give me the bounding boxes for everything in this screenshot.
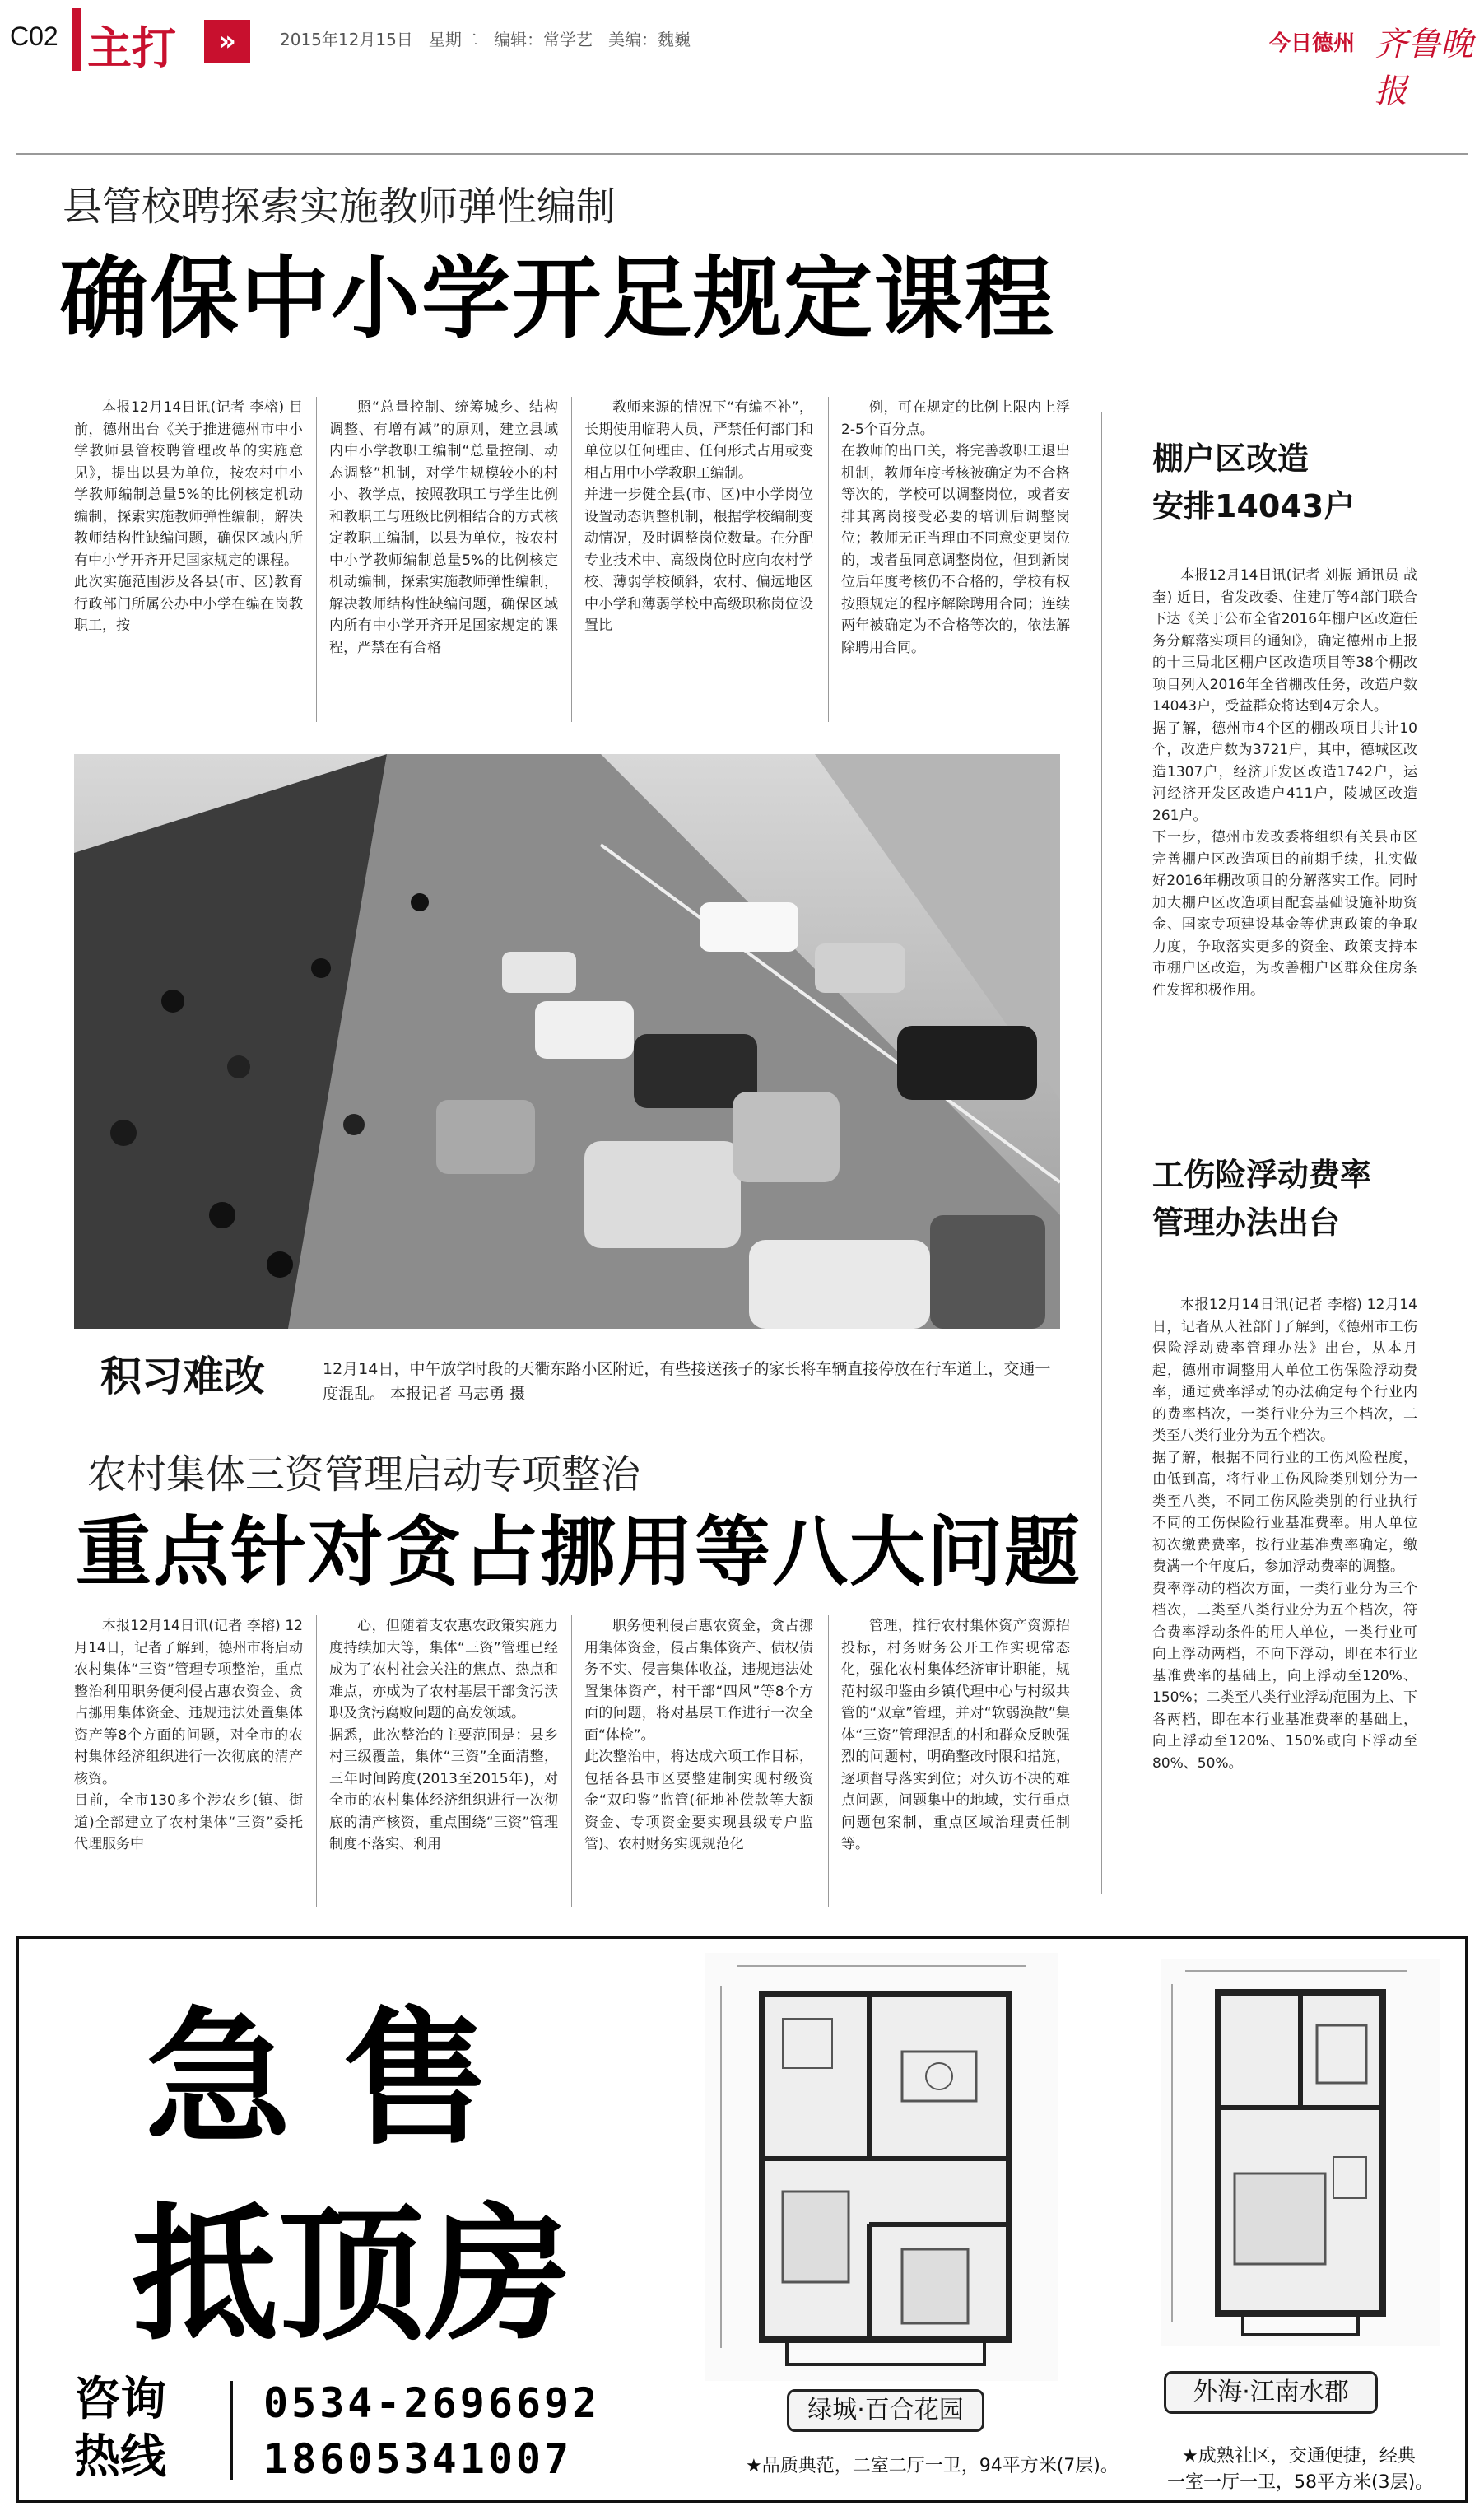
article1-column-3: 教师来源的情况下“有编不补”，长期使用临聘人员，严禁任何部门和单位以任何理由、任何形式占用或变相占用中小学教职工编制。 并进一步健全县(市、区)中小学岗位设置动态调整机制，根据学校编制变动情况，及时调整岗位数量。在分配专业技术中、高级岗位时应向农村学校、薄弱学校倾斜，农村、偏远地区中小学和薄弱学校中高级职称岗位设置比 <box>584 399 813 634</box>
article1-column-1: 本报12月14日讯(记者 李榕) 目前，德州出台《关于推进德州市中小学教师县管校聘管理改革的实施意见》，提出以县为单位，按农村中小学教师编制总量5%的比例核定机动编制，探索实施教师弹性编制，解决教师结构性缺编问题，确保区域内所有中小学开齐开足国家规定的课程。 此次实施范围涉及各县(市、区)教育行政部门所属公办中小学在编在岗教职工，按 <box>74 399 303 634</box>
article1-column-2: 照“总量控制、统筹城乡、结构调整、有增有减”的原则，建立县域内中小学教职工编制“总量控制、动态调整”机制，对学生规模较小的村小、教学点，按照教职工与学生比例和教职工与班级比例相结合的方式核定教职工编制，以县为单位，按农村中小学教师编制总量5%的比例核定机动编制，探索实施教师弹性编制，解决教师结构性缺编问题，确保区域内所有中小学开齐开足国家规定的课程，严禁在有合格 <box>329 399 558 656</box>
ad-contact-divider <box>230 2381 233 2480</box>
article2-column-4: 管理，推行农村集体资产资源招投标，村务财务公开工作实现常态化，强化农村集体经济审计职能，规范村级印鉴由乡镇代理中心与村级共管的“双章”管理，并对“软弱涣散”集体“三资”管理混乱的村和群众反映强烈的问题村，明确整改时限和措施，逐项督导落实到位；对久访不决的难点问题，问题集中的地域，实行重点问题包案制，重点区域治理责任制等。 <box>841 1618 1070 1852</box>
column-divider <box>316 397 317 722</box>
sidebar1-body: 本报12月14日讯(记者 刘振 通讯员 战奎) 近日，省发改委、住建厅等4部门联合下达《关于公布全省2016年棚户区改造任务分解落实项目的通知》，确定德州市上报的十三局北区棚户区改造项目等38个棚改项目列入2016年全省棚改任务，改造户数14043户，受益群众将达到4万余人。 据了解，德州市4个区的棚改项目共计10个，改造户数为3721户，其中，德城区改造1307户，经济开发区改造1742户，运河经济开发区改造户411户，陵城区改造261户。 下一步，德州市发改委将组织有关县市区完善棚户区改造项目的前期手续，扎实做好2016年棚改项目的分解落实工作。同时加大棚户区改造项目配套基础设施补助资金、国家专项建设基金等优惠政策的争取力度，争取落实更多的资金、政策支持本市棚户区改造，为改善棚户区群众住房条件发挥积极作用。 <box>1152 567 1417 999</box>
column-divider <box>828 1615 829 1907</box>
ad-headline-urgent-sale: 急 售 <box>145 1994 489 2164</box>
floor-plan-1 <box>705 1953 1058 2381</box>
article2-headline: 重点针对贪占挪用等八大问题 <box>76 1508 1082 1596</box>
article1-kicker: 县管校聘探索实施教师弹性编制 <box>63 184 616 230</box>
plan1-note: ★品质典范，二室二厅一卫，94平方米(7层)。 <box>746 2456 1119 2476</box>
article2-column-1: 本报12月14日讯(记者 李榕) 12月14日，记者了解到，德州市将启动农村集体“三资”管理专项整治，重点整治利用职务便利侵占惠农资金、贪占挪用集体资金、违规违法处置集体资产等8个方面的问题，对全市的农村集体经济组织进行一次彻底的清产核资。 目前，全市130多个涉农乡(镇、街道)全部建立了农村集体“三资”委托代理服务中 <box>74 1618 303 1852</box>
article1-headline: 确保中小学开足规定课程 <box>59 248 1056 351</box>
sidebar2-body: 本报12月14日讯(记者 李榕) 12月14日，记者从人社部门了解到，《德州市工伤保险浮动费率管理办法》出台，从本月起，德州市调整用人单位工伤保险浮动费率，通过费率浮动的办法确定每个行业内的费率档次，一类行业分为三个档次，二类至八类行业分为五个档次。 据了解，根据不同行业的工伤风险程度，由低到高，将行业工伤风险类别划分为一类至八类，不同工伤风险类别的行业执行不同的工伤保险行业基准费率。用人单位初次缴费费率，按行业基准费率确定，缴费满一个年度后，参加浮动费率的调整。 费率浮动的档次方面，一类行业分为三个档次，二类至八类行业分为五个档次，符合费率浮动条件的用人单位，一类行业可向上浮动两档，不向下浮动，即在本行业基准费率的基础上，向上浮动至120%、150%；二类至八类行业浮动范围为上、下各两档，即在本行业基准费率的基础上，向上浮动至120%、150%或向下浮动至80%、50%。 <box>1152 1297 1417 1772</box>
plan2-label: 外海·江南水郡 <box>1164 2371 1378 2414</box>
article2-column-3: 职务便利侵占惠农资金，贪占挪用集体资金，侵占集体资产、债权债务不实、侵害集体收益，违规违法处置集体资产，村干部“四风”等8个方面的问题，将对基层工作进行一次全面“体检”。 此次整治中，将达成六项工作目标，包括各县市区要整建制实现村级资金“双印鉴”监管(征地补偿款等大额资金、专项资金要实现县级专户监管)、农村财务实现规范化 <box>584 1618 813 1852</box>
article2-kicker: 农村集体三资管理启动专项整治 <box>87 1451 641 1498</box>
issue-meta: 2015年12月15日 星期二 编辑：常学艺 美编：魏巍 <box>280 30 691 49</box>
ad-contact-label-1: 咨询 <box>74 2373 166 2426</box>
photo-caption-title: 积习难改 <box>100 1353 265 1400</box>
street-scene-illustration <box>74 754 1060 1329</box>
newspaper-logo: 齐鲁晚报 <box>1375 26 1473 110</box>
photo-caption: 12月14日，中午放学时段的天衢东路小区附近，有些接送孩子的家长将车辆直接停放在行车道上，交通一度混乱。 本报记者 马志勇 摄 <box>323 1360 1051 1403</box>
section-bar-accent <box>72 8 81 71</box>
sidebar2-title: 工伤险浮动费率 管理办法出台 <box>1152 1157 1372 1241</box>
section-title: 主打 <box>87 22 176 74</box>
column-divider <box>571 1615 572 1907</box>
plan1-label: 绿城·百合花园 <box>787 2389 984 2432</box>
plan2-note-line2: 一室一厅一卫，58平方米(3层)。 <box>1167 2472 1434 2493</box>
article2-column-2: 心，但随着支农惠农政策实施力度持续加大等，集体“三资”管理已经成为了农村社会关注的焦点、热点和难点，亦成为了农村基层干部贪污渎职及贪污腐败问题的高发领域。 据悉，此次整治的主要范围是：县乡村三级覆盖，集体“三资”全面清整，三年时间跨度(2013至2015年)，对全市的农村集体经济组织进行一次彻底的清产核资，重点围绕“三资”管理制度不落实、利用 <box>329 1618 558 1852</box>
article1-column-4: 例，可在规定的比例上限内上浮2-5个百分点。 在教师的出口关，将完善教职工退出机制，教师年度考核被确定为不合格等次的，学校可以调整岗位，或者安排其离岗接受必要的培训后调整岗位；教师无正当理由不同意变更岗位的，或者虽同意调整岗位，但到新岗位后年度考核仍不合格的，学校有权按照规定的程序解除聘用合同；连续两年被确定为不合格等次的，依法解除聘用合同。 <box>841 399 1070 656</box>
ad-headline-property: 抵顶房 <box>132 2190 571 2360</box>
plan2-note-line1: ★成熟社区，交通便捷，经典 <box>1182 2446 1416 2467</box>
traffic-photo <box>74 754 1060 1329</box>
column-divider <box>571 397 572 722</box>
sidebar1-title: 棚户区改造 安排14043户 <box>1152 440 1356 524</box>
column-divider <box>316 1615 317 1907</box>
ad-contact-label-2: 热线 <box>74 2430 166 2484</box>
floor-plan-2 <box>1161 1959 1440 2346</box>
ad-phone-2: 18605341007 <box>263 2435 573 2483</box>
header-divider <box>16 153 1468 155</box>
column-divider <box>828 397 829 722</box>
ad-phone-1: 0534-2696692 <box>263 2379 601 2427</box>
chevron-icon: » <box>204 20 250 63</box>
page-number: C02 <box>10 21 58 51</box>
sidebar-divider <box>1101 412 1102 1894</box>
page-band-label: 今日德州 <box>1269 31 1356 56</box>
